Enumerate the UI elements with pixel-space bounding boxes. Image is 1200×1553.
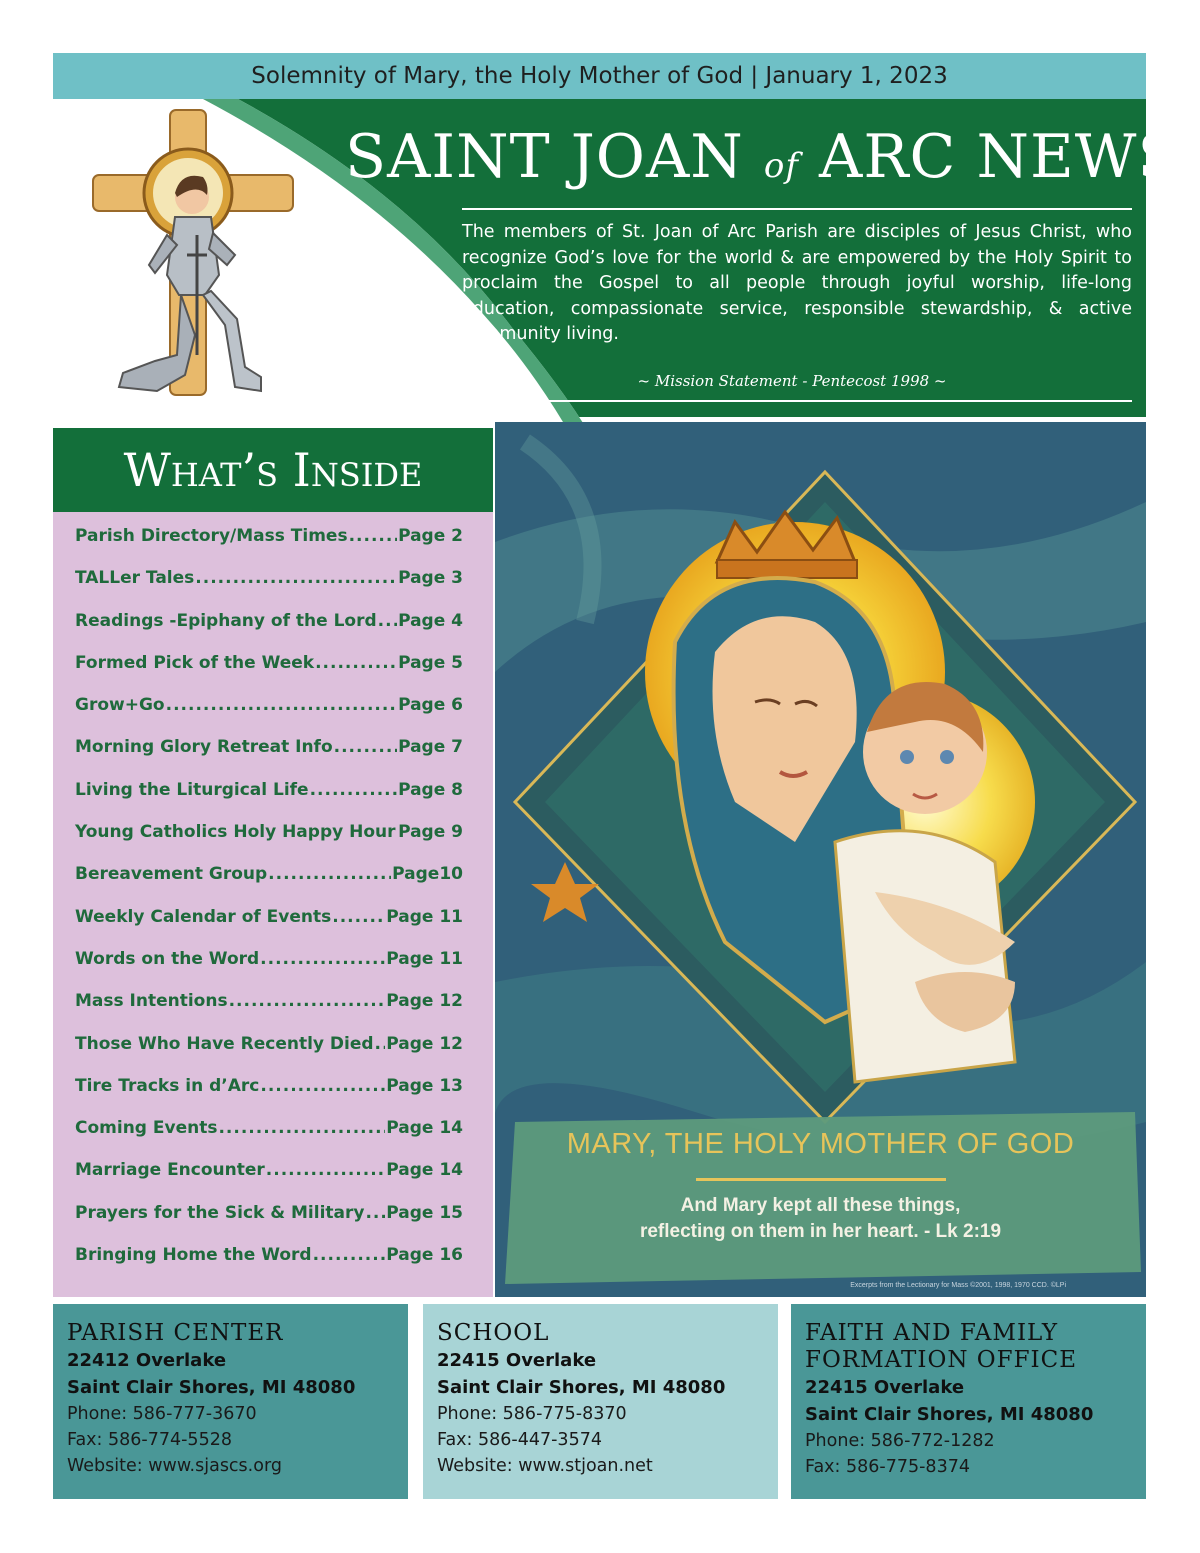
toc-entry-title: Coming Events — [75, 1118, 218, 1139]
toc-leader-dots — [378, 611, 397, 631]
toc-entry-page: Page 15 — [386, 1202, 463, 1223]
office-contact-line: Fax: 586-775-8374 — [805, 1457, 970, 1477]
toc-entry — [75, 1118, 463, 1160]
toc-leader-dots — [375, 1034, 386, 1054]
toc-entry-title: Formed Pick of the Week — [75, 652, 315, 673]
toc-entry-title: Prayers for the Sick & Military — [75, 1202, 365, 1223]
mary-mother-of-god-artwork — [495, 422, 1146, 1297]
toc-entry-title: Marriage Encounter — [75, 1160, 265, 1181]
title-part-2: ARC NEWS — [798, 122, 1180, 192]
toc-entry-page: Page 7 — [398, 737, 463, 758]
artwork-caption-verse — [495, 1193, 1146, 1245]
toc-entry-title: Mass Intentions — [75, 991, 228, 1012]
toc-leader-dots — [166, 695, 397, 715]
toc-entry — [75, 864, 463, 906]
toc-entry-title: Words on the Word — [75, 948, 260, 969]
toc-entry-page: Page 5 — [398, 652, 463, 673]
toc-entry — [75, 526, 463, 568]
office-contact-line: Website: www.stjoan.net — [437, 1456, 653, 1476]
toc-leader-dots — [268, 864, 391, 884]
office-heading: FAITH AND FAMILY — [805, 1320, 1059, 1346]
toc-entry — [75, 653, 463, 695]
toc-entry — [75, 1076, 463, 1118]
mission-bottom-rule — [462, 400, 1132, 402]
office-contact-line: Fax: 586-774-5528 — [67, 1430, 232, 1450]
toc-entry — [75, 907, 463, 949]
toc-leader-dots — [266, 1160, 385, 1180]
toc-leader-dots — [260, 1076, 385, 1096]
toc-entry-title: Tire Tracks in d’Arc — [75, 1075, 260, 1096]
toc-leader-dots — [229, 991, 386, 1011]
toc-entry — [75, 737, 463, 779]
toc-entry-page: Page 13 — [386, 1075, 463, 1096]
office-street: 22415 Overlake — [437, 1350, 597, 1371]
school-box — [423, 1304, 778, 1499]
joan-of-arc-logo — [85, 105, 315, 410]
toc-entry-page: Page 11 — [386, 948, 463, 969]
toc-entry-title: Bringing Home the Word — [75, 1245, 312, 1266]
toc-entry-title: Grow+Go — [75, 695, 165, 716]
toc-leader-dots — [332, 907, 385, 927]
toc-entry — [75, 1160, 463, 1202]
toc-entry-title: TALLer Tales — [75, 568, 195, 589]
toc-leader-dots — [195, 568, 397, 588]
toc-entry — [75, 1203, 463, 1245]
office-heading: FORMATION OFFICE — [805, 1347, 1077, 1373]
verse-line-1: And Mary kept all these things, — [680, 1195, 961, 1216]
toc-entry — [75, 1245, 463, 1287]
toc-leader-dots — [313, 1245, 386, 1265]
toc-entry-page: Page10 — [392, 864, 463, 885]
mission-top-rule — [462, 208, 1132, 210]
toc-entry — [75, 822, 463, 864]
toc-entry-page: Page 4 — [398, 610, 463, 631]
toc-entry-page: Page 12 — [386, 1033, 463, 1054]
faith-formation-box — [791, 1304, 1146, 1499]
office-heading: SCHOOL — [437, 1320, 550, 1346]
toc-entry-title: Living the Liturgical Life — [75, 779, 309, 800]
toc-entry-title: Bereavement Group — [75, 864, 268, 885]
artwork-caption-rule — [696, 1178, 946, 1181]
toc-entry — [75, 1034, 463, 1076]
office-city: Saint Clair Shores, MI 48080 — [437, 1377, 726, 1398]
toc-entry — [75, 780, 463, 822]
newsletter-title — [345, 122, 1180, 192]
title-part-1: SAINT JOAN — [345, 122, 764, 192]
toc-leader-dots — [349, 526, 398, 546]
office-contact-line: Phone: 586-775-8370 — [437, 1404, 627, 1424]
toc-entry-title: Readings -Epiphany of the Lord — [75, 610, 377, 631]
toc-entry-page: Page 9 — [398, 822, 463, 843]
date-banner-text: Solemnity of Mary, the Holy Mother of God | January 1, 2023 — [251, 63, 948, 89]
toc-entry-title: Weekly Calendar of Events — [75, 906, 332, 927]
toc-leader-dots — [260, 949, 385, 969]
whats-inside-heading — [53, 428, 493, 512]
office-city: Saint Clair Shores, MI 48080 — [805, 1404, 1094, 1425]
toc-leader-dots — [218, 1118, 385, 1138]
toc-entry-title: Parish Directory/Mass Times — [75, 526, 348, 546]
table-of-contents — [53, 512, 493, 1297]
office-heading: PARISH CENTER — [67, 1320, 284, 1346]
toc-entry-page: Page 11 — [386, 906, 463, 927]
toc-leader-dots — [334, 737, 397, 757]
verse-line-2: reflecting on them in her heart. - Lk 2:19 — [639, 1221, 1002, 1242]
mission-credit: ~ Mission Statement - Pentecost 1998 ~ — [637, 372, 947, 390]
office-contact-line: Fax: 586-447-3574 — [437, 1430, 602, 1450]
toc-entry-title: Those Who Have Recently Died — [75, 1033, 374, 1054]
toc-entry — [75, 991, 463, 1033]
toc-leader-dots — [315, 653, 397, 673]
office-street: 22412 Overlake — [67, 1350, 227, 1371]
office-contact-line: Phone: 586-777-3670 — [67, 1404, 257, 1424]
date-banner — [53, 53, 1146, 99]
toc-entry-page: Page 8 — [398, 779, 463, 800]
toc-entry-page: Page 14 — [386, 1160, 463, 1181]
toc-entry-page: Page 14 — [386, 1118, 463, 1139]
office-contact-line: Website: www.sjascs.org — [67, 1456, 282, 1476]
artwork-caption-title: MARY, THE HOLY MOTHER OF GOD — [566, 1128, 1075, 1160]
mission-statement: The members of St. Joan of Arc Parish are disciples of Jesus Christ, who recognize God’s love for the world & are empowered by the Holy Spirit to proclaim the Gospel to all people through joyful worship, life-long education, compassionate service, responsible stewardship, & active community living. — [462, 222, 1132, 344]
toc-leader-dots — [365, 1203, 385, 1223]
whats-inside-heading-text: What’s Inside — [123, 443, 423, 497]
toc-entry-page: Page 3 — [398, 568, 463, 589]
toc-leader-dots — [397, 822, 398, 842]
artwork-credit: Excerpts from the Lectionary for Mass ©2001, 1998, 1970 CCD. ©LPi — [850, 1282, 1066, 1289]
toc-entry — [75, 611, 463, 653]
toc-entry-page: Page 12 — [386, 991, 463, 1012]
toc-entry — [75, 568, 463, 610]
toc-entry-page: Page 16 — [386, 1245, 463, 1266]
office-contact-line: Phone: 586-772-1282 — [805, 1431, 995, 1451]
parish-center-box — [53, 1304, 408, 1499]
toc-entry-title: Morning Glory Retreat Info — [75, 737, 333, 758]
toc-leader-dots — [310, 780, 397, 800]
artwork-illustration — [495, 422, 1146, 1297]
toc-entry-page: Page 6 — [398, 695, 463, 716]
toc-entry — [75, 949, 463, 991]
toc-entry — [75, 695, 463, 737]
office-city: Saint Clair Shores, MI 48080 — [67, 1377, 356, 1398]
title-of: of — [763, 146, 799, 186]
toc-entry-page: Page 2 — [398, 526, 463, 546]
toc-entry-title: Young Catholics Holy Happy Hour — [75, 822, 396, 843]
office-street: 22415 Overlake — [805, 1377, 965, 1398]
